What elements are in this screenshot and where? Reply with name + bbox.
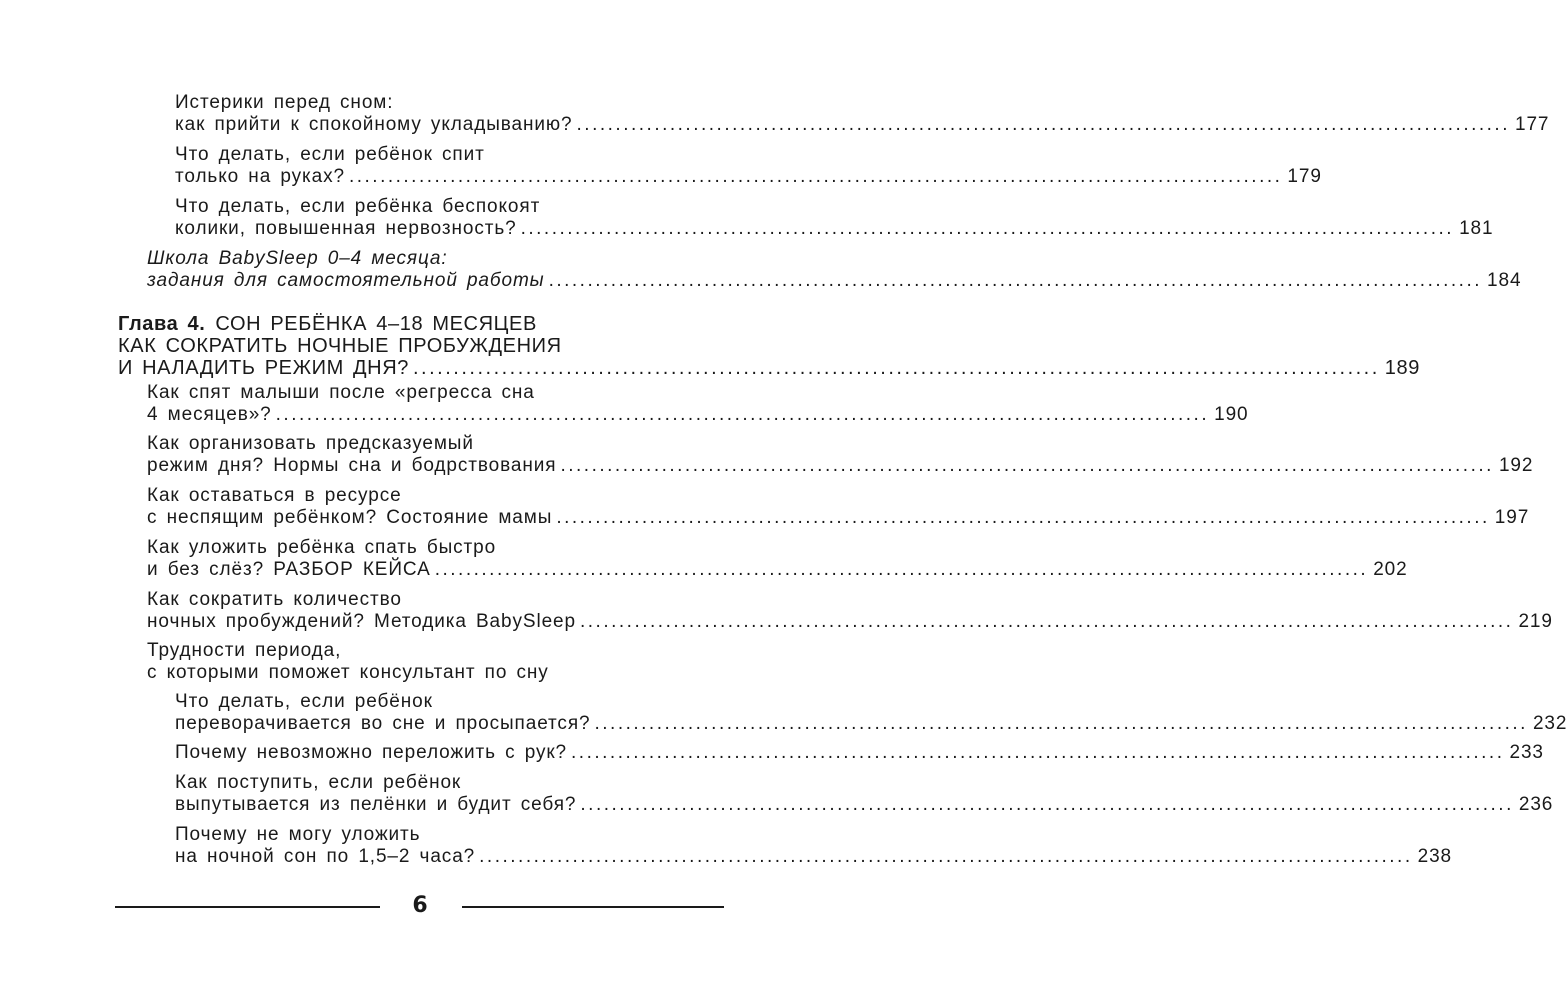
- toc-entry-line: [175, 691, 433, 713]
- toc-entry-line: [118, 357, 1420, 379]
- toc-entry-title: ночных пробуждений? Методика BabySleep: [147, 611, 576, 632]
- toc-page-number: 219: [1518, 611, 1553, 632]
- toc-entry-line: [175, 196, 540, 218]
- toc-entry-line: [175, 144, 485, 166]
- toc-entry-title: Как оставаться в ресурсе: [147, 485, 402, 506]
- dot-leader: ........................................................................................................................: [275, 404, 1210, 425]
- toc-page-number: 177: [1515, 114, 1550, 135]
- toc-entry-title: Как сократить количество: [147, 589, 402, 610]
- toc-entry-title: Школа BabySleep 0–4 месяца:: [147, 248, 448, 269]
- toc-entry-line: [147, 382, 535, 404]
- toc-entry-title: выпутывается из пелёнки и будит себя?: [175, 794, 577, 815]
- toc-entry-line: [147, 640, 341, 662]
- dot-leader: ........................................................................................................................: [348, 166, 1283, 187]
- toc-entry-line: [175, 846, 1453, 868]
- toc-entry-title: задания для самостоятельной работы: [147, 270, 545, 291]
- toc-entry-line: [147, 611, 1553, 633]
- toc-entry-title: СОН РЕБЁНКА 4–18 МЕСЯЦЕВ: [215, 313, 537, 335]
- chapter-number: Глава 4.: [118, 313, 206, 335]
- toc-entry-line: [147, 248, 448, 270]
- toc-entry-line: [118, 335, 562, 357]
- toc-entry-title: Трудности периода,: [147, 640, 342, 661]
- toc-entry-title: КАК СОКРАТИТЬ НОЧНЫЕ ПРОБУЖДЕНИЯ: [118, 335, 562, 357]
- dot-leader: ........................................................................................................................: [434, 559, 1369, 580]
- toc-entry-title: переворачивается во сне и просыпается?: [175, 713, 591, 734]
- toc-entry-title: Как поступить, если ребёнок: [175, 772, 462, 793]
- dot-leader: ........................................................................................................................: [576, 114, 1510, 135]
- toc-entry-title: Почему невозможно переложить с рук?: [175, 742, 568, 763]
- toc-entry-line: [175, 772, 461, 794]
- dot-leader: ........................................................................................................................: [479, 846, 1413, 867]
- toc-entry-title: Как спят малыши после «регресса сна: [147, 382, 535, 403]
- toc-entry-line: [147, 485, 402, 507]
- toc-entry-line: [147, 455, 1534, 477]
- toc-entry-title: Истерики перед сном:: [175, 92, 394, 113]
- toc-page-number: 189: [1384, 357, 1420, 379]
- toc-entry-line: [175, 218, 1494, 240]
- toc-entry-title: Как уложить ребёнка спать быстро: [147, 537, 497, 558]
- toc-page-number: 238: [1417, 846, 1453, 867]
- dot-leader: ........................................................................................................................: [520, 218, 1455, 239]
- toc-entry-title: И НАЛАДИТЬ РЕЖИМ ДНЯ?: [118, 357, 409, 379]
- toc-entry-title: Что делать, если ребёнка беспокоят: [175, 196, 541, 217]
- dot-leader: ........................................................................................................................: [580, 794, 1514, 815]
- toc-page-number: 181: [1459, 218, 1494, 239]
- toc-entry-title: Почему не могу уложить: [175, 824, 421, 845]
- dot-leader: ........................................................................................................................: [556, 507, 1490, 528]
- toc-entry-line: [147, 537, 496, 559]
- toc-entry-line: [147, 559, 1408, 581]
- toc-page-number: 236: [1518, 794, 1554, 815]
- toc-page-number: 202: [1373, 559, 1408, 580]
- toc-entry-line: [147, 270, 1522, 292]
- toc-entry-line: [118, 313, 537, 335]
- toc-entry-line: [147, 433, 474, 455]
- dot-leader: ........................................................................................................................: [560, 455, 1494, 476]
- toc-page-number: 197: [1494, 507, 1530, 528]
- toc-entry-title: Как организовать предсказуемый: [147, 433, 474, 454]
- dot-leader: ........................................................................................................................: [413, 357, 1380, 379]
- toc-entry-line: [147, 507, 1530, 529]
- toc-entry-title: с неспящим ребёнком? Состояние мамы: [147, 507, 553, 528]
- toc-entry-line: [175, 824, 420, 846]
- toc-page-number: 184: [1487, 270, 1522, 291]
- toc-entry-title: и без слёз? РАЗБОР КЕЙСА: [147, 559, 431, 580]
- toc-entry-title: как прийти к спокойному укладыванию?: [175, 114, 573, 135]
- toc-entry-line: [147, 662, 549, 684]
- toc-entry-title: только на руках?: [175, 166, 345, 187]
- dot-leader: ........................................................................................................................: [594, 713, 1528, 734]
- toc-entry-title: 4 месяцев»?: [147, 404, 272, 425]
- toc-entry-line: [175, 92, 393, 114]
- dot-leader: ........................................................................................................................: [571, 742, 1505, 763]
- toc-entry-line: [147, 404, 1249, 426]
- toc-entry-line: [175, 794, 1554, 816]
- toc-entry-line: [175, 742, 1544, 764]
- footer-rule-left: [115, 906, 380, 908]
- toc-entry-title: режим дня? Нормы сна и бодрствования: [147, 455, 557, 476]
- toc-entry-title: Что делать, если ребёнок спит: [175, 144, 485, 165]
- toc-entry-line: [147, 589, 402, 611]
- toc-page-number: 190: [1214, 404, 1249, 425]
- toc-entry-line: [175, 114, 1550, 136]
- footer-rule-right: [462, 906, 724, 908]
- toc-entry-title: с которыми поможет консультант по сну: [147, 662, 549, 683]
- dot-leader: ........................................................................................................................: [580, 611, 1514, 632]
- page-number: 6: [412, 893, 428, 918]
- toc-page-number: 192: [1498, 455, 1534, 476]
- toc-entry-line: [175, 166, 1322, 188]
- toc-page-number: 233: [1509, 742, 1544, 763]
- toc-entry-title: Что делать, если ребёнок: [175, 691, 433, 712]
- toc-entry-title: на ночной сон по 1,5–2 часа?: [175, 846, 476, 867]
- toc-page-number: 179: [1287, 166, 1322, 187]
- toc-entry-line: [175, 713, 1567, 735]
- toc-entry-title: колики, повышенная нервозность?: [175, 218, 517, 239]
- toc-page-number: 232: [1532, 713, 1567, 734]
- dot-leader: ........................................................................................................................: [548, 270, 1483, 291]
